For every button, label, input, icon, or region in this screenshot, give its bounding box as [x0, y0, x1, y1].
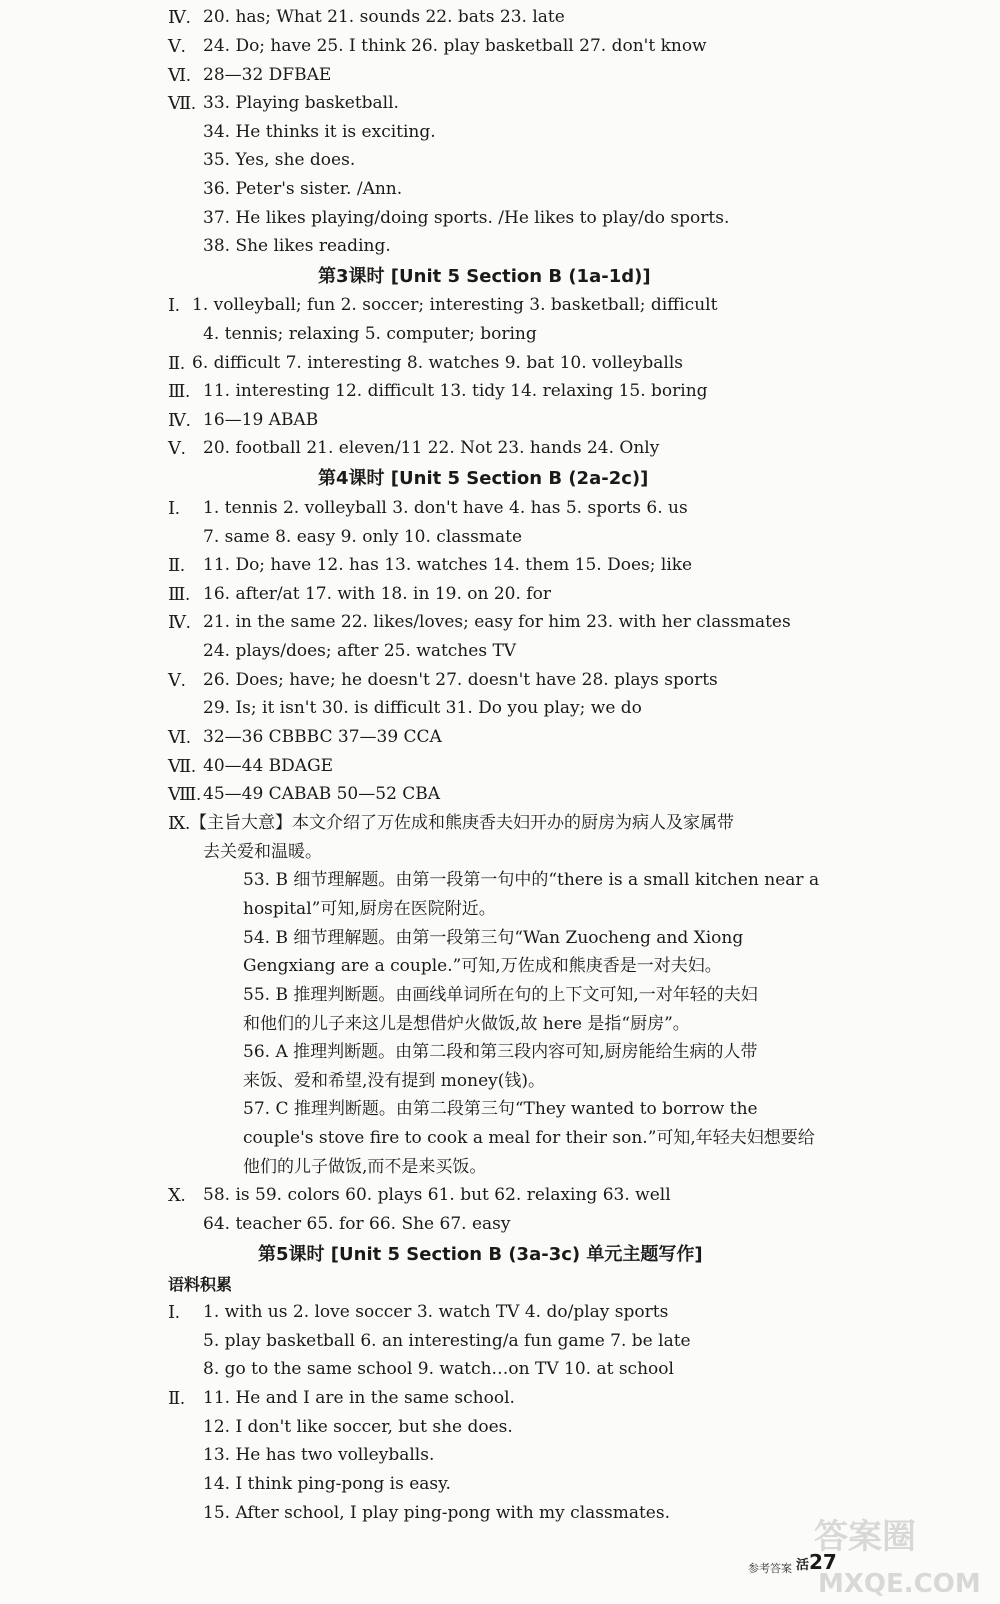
line-text: 53. B 细节理解题。由第一段第一句中的“there is a small kitchen near a [243, 870, 820, 890]
line-text: 45—49 CABAB 50—52 CBA [203, 784, 441, 804]
roman-numeral: Ⅱ. [168, 1388, 185, 1408]
footer-label: 参考答案 [748, 1562, 792, 1575]
line-text: 15. After school, I play ping-pong with my classmates. [203, 1503, 670, 1523]
line-text: 55. B 推理判断题。由画线单词所在句的上下文可知,一对年轻的夫妇 [243, 985, 758, 1005]
roman-numeral: Ⅳ. [168, 410, 191, 430]
line-text: 36. Peter's sister. /Ann. [203, 179, 403, 199]
roman-numeral: Ⅳ. [168, 612, 191, 632]
roman-numeral: Ⅰ. [168, 1302, 180, 1322]
line-text: 4. tennis; relaxing 5. computer; boring [203, 324, 537, 344]
roman-numeral: Ⅴ. [168, 438, 186, 458]
line-text: 11. Do; have 12. has 13. watches 14. them 15. Does; like [203, 555, 693, 575]
line-text: 来饭、爱和希望,没有提到 money(钱)。 [243, 1071, 546, 1091]
line-text: 语料积累 [168, 1275, 233, 1294]
line-text: 26. Does; have; he doesn't 27. doesn't have 28. plays sports [203, 670, 718, 690]
roman-numeral: Ⅲ. [168, 584, 190, 604]
line-text: 32—36 CBBBC 37—39 CCA [203, 727, 442, 747]
roman-numeral: Ⅰ. [168, 295, 180, 315]
line-text: 16. after/at 17. with 18. in 19. on 20. for [203, 584, 551, 604]
watermark-logo [808, 1500, 998, 1600]
watermark-big-text: 答案圈 [814, 1517, 916, 1557]
line-text: 20. has; What 21. sounds 22. bats 23. late [203, 7, 565, 27]
line-text: 58. is 59. colors 60. plays 61. but 62. relaxing 63. well [203, 1185, 671, 1205]
line-text: 5. play basketball 6. an interesting/a fun game 7. be late [203, 1331, 691, 1351]
roman-numeral: Ⅰ. [168, 498, 180, 518]
line-text: 1. tennis 2. volleyball 3. don't have 4. has 5. sports 6. us [203, 498, 688, 518]
line-text: 64. teacher 65. for 66. She 67. easy [203, 1214, 511, 1234]
line-text: 他们的儿子做饭,而不是来买饭。 [243, 1157, 487, 1177]
line-text: 20. football 21. eleven/11 22. Not 23. hands 24. Only [203, 438, 660, 458]
line-text: 去关爱和温暖。 [203, 842, 322, 862]
line-text: 11. interesting 12. difficult 13. tidy 14. relaxing 15. boring [203, 381, 708, 401]
line-text: 16—19 ABAB [203, 410, 319, 430]
line-text: 第3课时 [Unit 5 Section B (1a-1d)] [318, 266, 651, 287]
line-text: 【主旨大意】本文介绍了万佐成和熊庚香夫妇开办的厨房为病人及家属带 [190, 813, 734, 833]
line-text: 12. I don't like soccer, but she does. [203, 1417, 513, 1437]
line-text: 1. with us 2. love soccer 3. watch TV 4. do/play sports [203, 1302, 669, 1322]
roman-numeral: Ⅹ. [168, 1185, 186, 1205]
roman-numeral: Ⅵ. [168, 727, 191, 747]
line-text: Gengxiang are a couple.”可知,万佐成和熊庚香是一对夫妇。 [243, 956, 722, 976]
roman-numeral: Ⅶ. [168, 756, 196, 776]
roman-numeral: Ⅸ. [168, 813, 190, 833]
roman-numeral: Ⅵ. [168, 65, 191, 85]
roman-numeral: Ⅲ. [168, 381, 190, 401]
line-text: 57. C 推理判断题。由第二段第三句“They wanted to borrow the [243, 1099, 758, 1119]
roman-numeral: Ⅱ. [168, 353, 185, 373]
line-text: 56. A 推理判断题。由第二段和第三段内容可知,厨房能给生病的人带 [243, 1042, 758, 1062]
line-text: 21. in the same 22. likes/loves; easy for him 23. with her classmates [203, 612, 791, 632]
line-text: 29. Is; it isn't 30. is difficult 31. Do you play; we do [203, 698, 642, 718]
line-text: 37. He likes playing/doing sports. /He likes to play/do sports. [203, 208, 730, 228]
roman-numeral: Ⅱ. [168, 555, 185, 575]
line-text: 24. Do; have 25. I think 26. play basketball 27. don't know [203, 36, 707, 56]
line-text: 第5课时 [Unit 5 Section B (3a-3c) 单元主题写作] [258, 1244, 703, 1265]
roman-numeral: Ⅷ. [168, 784, 201, 804]
line-text: 8. go to the same school 9. watch…on TV 10. at school [203, 1359, 674, 1379]
watermark-site-text: MXQE.COM [818, 1569, 981, 1599]
line-text: 38. She likes reading. [203, 236, 391, 256]
line-text: 14. I think ping-pong is easy. [203, 1474, 451, 1494]
roman-numeral: Ⅳ. [168, 7, 191, 27]
line-text: 1. volleyball; fun 2. soccer; interesting 3. basketball; difficult [192, 295, 718, 315]
line-text: 40—44 BDAGE [203, 756, 334, 776]
line-text: 11. He and I are in the same school. [203, 1388, 515, 1408]
line-text: 28—32 DFBAE [203, 65, 332, 85]
page-number-value: 27 [809, 1550, 837, 1574]
roman-numeral: Ⅶ. [168, 93, 196, 113]
line-text: 第4课时 [Unit 5 Section B (2a-2c)] [318, 468, 649, 489]
line-text: 35. Yes, she does. [203, 150, 356, 170]
roman-numeral: Ⅴ. [168, 670, 186, 690]
line-text: 6. difficult 7. interesting 8. watches 9. bat 10. volleyballs [192, 353, 684, 373]
watermark-graphic [808, 1500, 998, 1600]
line-text: 24. plays/does; after 25. watches TV [203, 641, 517, 661]
line-text: hospital”可知,厨房在医院附近。 [243, 899, 496, 919]
footer-badge: 活 [796, 1558, 810, 1573]
line-text: 54. B 细节理解题。由第一段第三句“Wan Zuocheng and Xiong [243, 928, 744, 948]
roman-numeral: Ⅴ. [168, 36, 186, 56]
line-text: couple's stove fire to cook a meal for their son.”可知,年轻夫妇想要给 [243, 1128, 815, 1148]
line-text: 7. same 8. easy 9. only 10. classmate [203, 527, 522, 547]
line-text: 33. Playing basketball. [203, 93, 399, 113]
line-text: 34. He thinks it is exciting. [203, 122, 436, 142]
line-text: 和他们的儿子来这儿是想借炉火做饭,故 here 是指“厨房”。 [243, 1014, 690, 1034]
line-text: 13. He has two volleyballs. [203, 1445, 435, 1465]
